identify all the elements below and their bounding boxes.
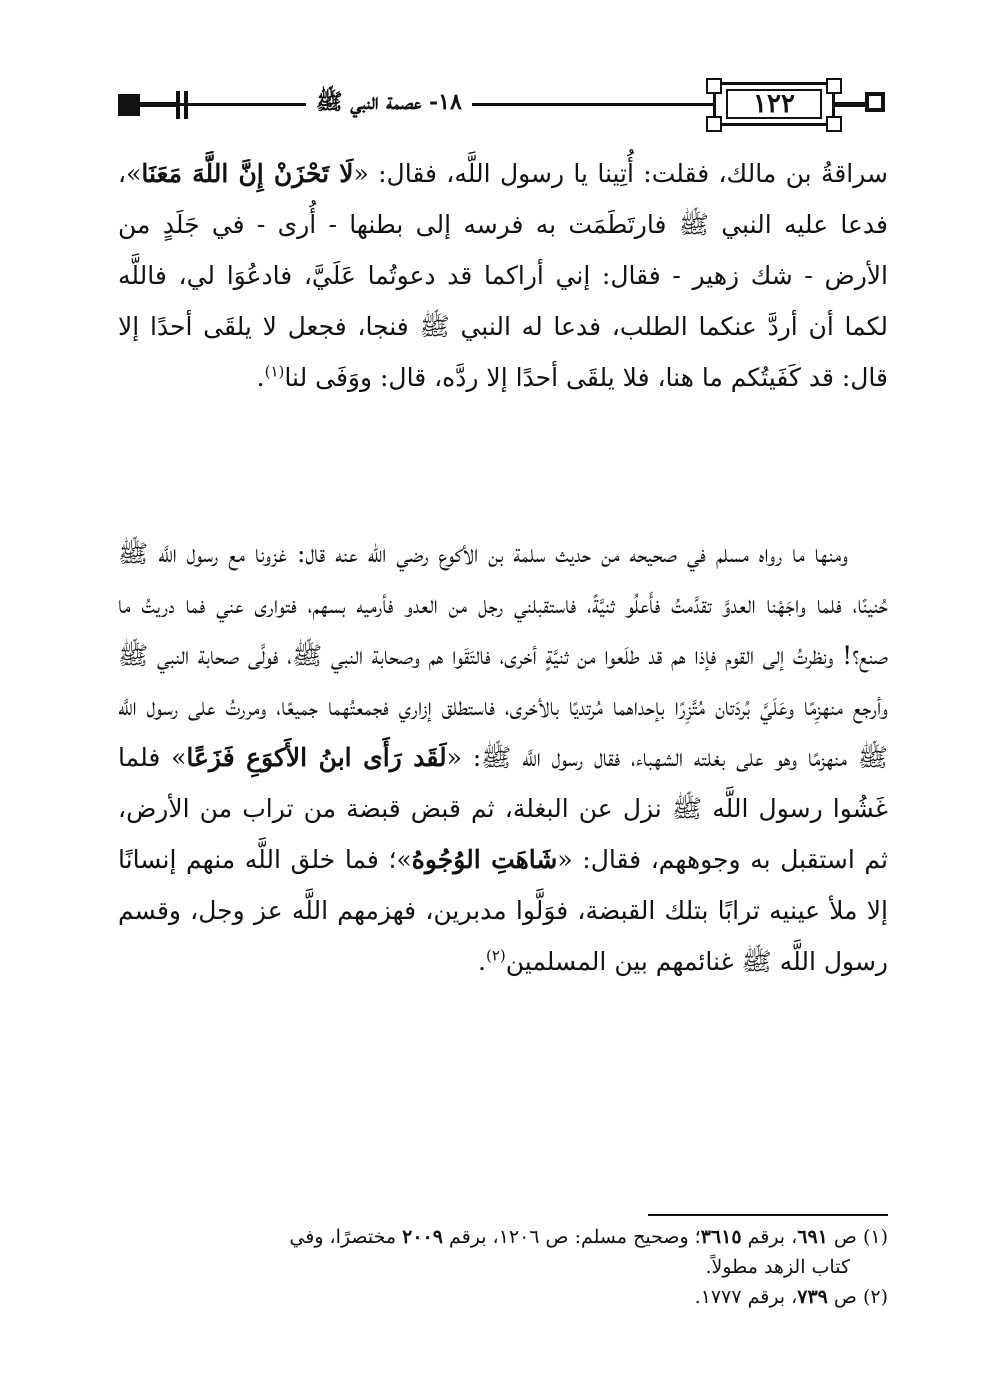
paragraph-2	[118, 528, 888, 987]
p2-end: .	[478, 947, 486, 976]
hadith-quote-1: لَقَد رَأَى ابنُ الأَكوَعِ فَزَعًا	[186, 743, 447, 772]
footnote-1-page: ٦٩١	[797, 1226, 828, 1248]
header-block-left	[118, 94, 140, 116]
frame-corner-ornament	[826, 116, 842, 132]
footnote-2-prefix: (٢) ص	[827, 1286, 888, 1308]
header-box-right	[865, 92, 885, 112]
footnote-1-prefix: (١) ص	[827, 1226, 888, 1248]
footnote-1-number-2: ٢٠٠٩	[402, 1226, 443, 1248]
p2-text-b: » فلما غَشُوا رسول اللَّه ﷺ نزل عن البغلة، ثم قبض قبضة من تراب من الأرض، ثم استقبل به وجوههم، فقال: «	[118, 743, 888, 874]
page-number-frame	[713, 82, 835, 126]
quran-quote: لَا تَحْزَنْ إِنَّ اللَّهَ مَعَنَا	[141, 159, 354, 188]
footnote-2	[118, 1282, 888, 1312]
page-number: ١٢٢	[726, 89, 822, 119]
footnote-2-page: ٧٣٩	[797, 1286, 828, 1308]
footnote-ref-2: (٢)	[485, 946, 506, 965]
p1-end: .	[256, 363, 265, 392]
p2-text-a: ومنها ما رواه مسلم في صحيحه من حديث سلمة بن الأكوع رضي الله عنه قال: غزونا مع رسول اللَّه ﷺ حُنينًا، فلما واجَهْنا العدوَّ تقدَّمتُ فأَعلُو ثنيَّةً، فاستقبلني رجل من العدو فأرميه بسهم، فتوارى عني فما دريتُ ما صنع؟! ونظرتُ إلى القوم فإذا هم قد طلَعوا من ثنيَّةٍ أخرى، فالتَقَوا هم وصحابة النبي ﷺ، فولَّى صحابة النبي ﷺ وأرجع منهزِمًا وعَلَيَّ بُردَتان مُتَّزِرًا بإحداهما مُرتديًا بالأخرى، فاستطلق إزاري فجمعتُهما جميعًا، ومررتُ على رسول اللَّه ﷺ منهزمًا وهو على بغلته الشهباء، فقال رسول اللَّه ﷺ: «	[118, 539, 888, 772]
footnote-1-text: ، برقم	[741, 1226, 798, 1248]
frame-corner-ornament	[826, 78, 842, 94]
footnote-1-text-3: مختصرًا، وفي	[289, 1226, 403, 1248]
header-rule-right	[835, 102, 865, 107]
footnote-1-text-2: ؛ وصحيح مسلم: ص ١٢٠٦، برقم	[442, 1226, 701, 1248]
footnote-2-text: ، برقم ١٧٧٧.	[694, 1286, 798, 1308]
footnote-1-number: ٣٦١٥	[700, 1226, 742, 1248]
p1-text-b: »، فدعا عليه النبي ﷺ فارتَطَمَت به فرسه إلى بطنها - أُرى - في جَلَدٍ من الأرض - شك زهير - فقال: إني أراكما قد دعوتُما عَلَيَّ، فادعُوَا لي، فاللَّه لكما أن أردَّ عنكما الطلب، فدعا له النبي ﷺ فنجا، فجعل لا يلقَى أحدًا إلا قال: قد كَفَيتُكم ما هنا، فلا يلقَى أحدًا إلا ردَّه، قال: ووَفَى لنا	[118, 159, 888, 392]
p2-text-c: »؛ فما خلق اللَّه منهم إنسانًا إلا ملأ عينيه ترابًا بتلك القبضة، فوَلَّوا مدبرين، فهزمهم اللَّه عز وجل، وقسم رسول اللَّه ﷺ غنائمهم بين المسلمين	[118, 845, 888, 976]
page-header	[118, 82, 888, 128]
frame-corner-ornament	[706, 78, 722, 94]
header-bar-middle	[184, 91, 188, 119]
footnote-ref-1: (١)	[264, 362, 285, 381]
hadith-quote-2: شَاهَتِ الوُجُوهُ	[411, 845, 558, 874]
footnotes	[118, 1222, 888, 1312]
header-rule-left	[140, 102, 176, 107]
p1-text-a: سراقةُ بن مالك، فقلت: أُتِينا يا رسول اللَّه، فقال: «	[353, 159, 888, 188]
footnote-separator	[648, 1214, 888, 1216]
chapter-title: ١٨- عصمة النبي ﷺ	[306, 86, 472, 122]
paragraph-1	[118, 148, 888, 403]
footnote-1	[118, 1222, 888, 1252]
frame-corner-ornament	[706, 116, 722, 132]
footnote-1-continuation: كتاب الزهد مطولاً.	[705, 1256, 850, 1278]
